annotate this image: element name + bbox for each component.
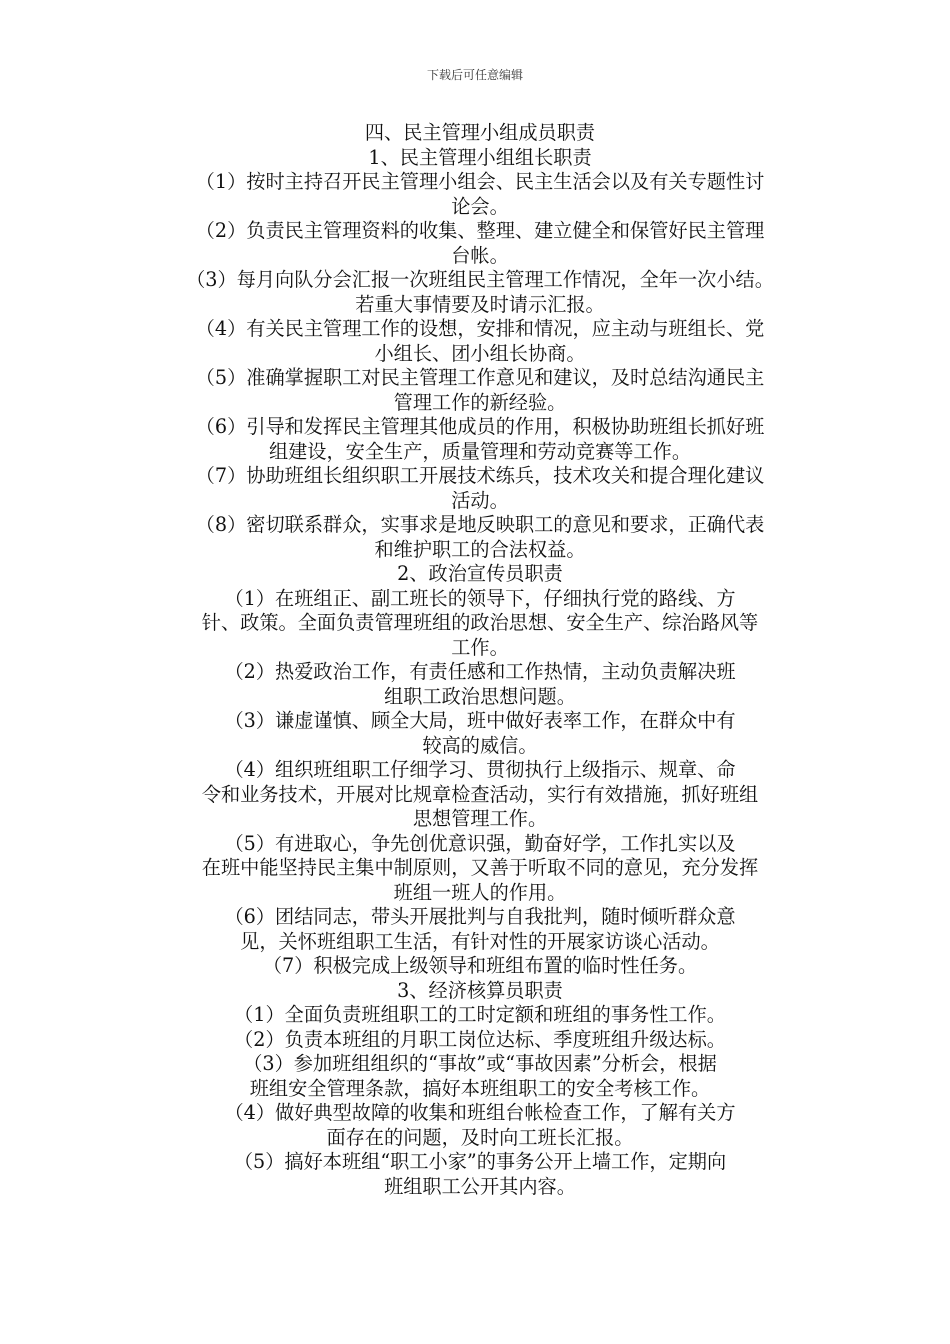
text-line: 和维护职工的合法权益。 [374, 537, 586, 561]
text-line: （5）准确掌握职工对民主管理工作意见和建议，及时总结沟通民主 [195, 366, 765, 389]
text-line: 令和业务技术，开展对比规章检查活动，实行有效措施，抓好班组 [201, 782, 759, 806]
text-line: 活动。 [451, 488, 509, 512]
text-line: （7）积极完成上级领导和班组布置的临时性任务。 [262, 954, 698, 977]
text-line: （4）组织班组职工仔细学习、贯彻执行上级指示、规章、命 [224, 758, 736, 781]
text-line: 论会。 [451, 194, 509, 218]
text-line: （1）全面负责班组职工的工时定额和班组的事务性工作。 [234, 1003, 726, 1026]
text-line: 管理工作的新经验。 [393, 390, 567, 414]
text-line: 组建设，安全生产，质量管理和劳动竞赛等工作。 [268, 439, 692, 463]
text-line: （3）参加班组组织的“事故”或“事故因素”分析会，根据 [243, 1052, 717, 1075]
text-line: （6）团结同志，带头开展批判与自我批判，随时倾听群众意 [224, 905, 736, 928]
page-header: 下载后可任意编辑 [426, 68, 523, 82]
text-line: （3）谦虚谨慎、顾全大局，班中做好表率工作，在群众中有 [224, 709, 736, 732]
text-line: （2）负责民主管理资料的收集、整理、建立健全和保管好民主管理 [195, 219, 765, 242]
text-line: （2）热爱政治工作，有责任感和工作热情，主动负责解决班 [224, 660, 736, 683]
text-line: 较高的威信。 [422, 733, 538, 757]
text-line: 班组职工公开其内容。 [384, 1174, 576, 1198]
text-line: （8）密切联系群众，实事求是地反映职工的意见和要求，正确代表 [195, 513, 765, 536]
text-line: （5）有进取心，争先创优意识强，勤奋好学，工作扎实以及 [224, 831, 736, 855]
text-line: 班组安全管理条款，搞好本班组职工的安全考核工作。 [249, 1076, 711, 1100]
text-line: （5）搞好本班组“职工小家”的事务公开上墙工作，定期向 [233, 1150, 727, 1173]
text-line: 小组长、团小组长协商。 [374, 341, 586, 365]
text-line: （4）做好典型故障的收集和班组台帐检查工作，了解有关方 [224, 1101, 736, 1124]
text-line: 若重大事情要及时请示汇报。 [355, 292, 605, 316]
text-line: （6）引导和发挥民主管理其他成员的作用，积极协助班组长抓好班 [195, 415, 765, 438]
document-title: 四、民主管理小组成员职责 [364, 121, 596, 144]
text-line: 见，关怀班组职工生活，有针对性的开展家访谈心活动。 [240, 929, 720, 953]
text-line: 2、政治宣传员职责 [397, 562, 563, 585]
document-body [150, 121, 810, 1199]
text-line: （4）有关民主管理工作的设想，安排和情况，应主动与班组长、党 [195, 317, 765, 340]
text-line: 工作。 [451, 635, 509, 659]
text-line: 台帐。 [451, 243, 509, 267]
text-line: 1、民主管理小组组长职责 [368, 145, 592, 169]
text-line: （2）负责本班组的月职工岗位达标、季度班组升级达标。 [234, 1027, 726, 1051]
text-line: （3）每月向队分会汇报一次班组民主管理工作情况，全年一次小结。 [186, 268, 774, 291]
text-line: 组职工政治思想问题。 [384, 684, 576, 708]
text-line: 在班中能坚持民主集中制原则，又善于听取不同的意见，充分发挥 [201, 856, 759, 879]
text-line: （1）按时主持召开民主管理小组会、民主生活会以及有关专题性讨 [195, 170, 765, 193]
text-line: 针、政策。全面负责管理班组的政治思想、安全生产、综治路风等 [201, 611, 759, 634]
text-line: 班组一班人的作用。 [393, 880, 567, 904]
text-line: 面存在的问题，及时向工班长汇报。 [326, 1125, 634, 1149]
text-line: （7）协助班组长组织职工开展技术练兵，技术攻关和提合理化建议 [195, 464, 765, 487]
text-line: 3、经济核算员职责 [397, 978, 563, 1002]
text-line: （1）在班组正、副工班长的领导下，仔细执行党的路线、方 [224, 586, 736, 610]
text-line: 思想管理工作。 [412, 807, 548, 830]
